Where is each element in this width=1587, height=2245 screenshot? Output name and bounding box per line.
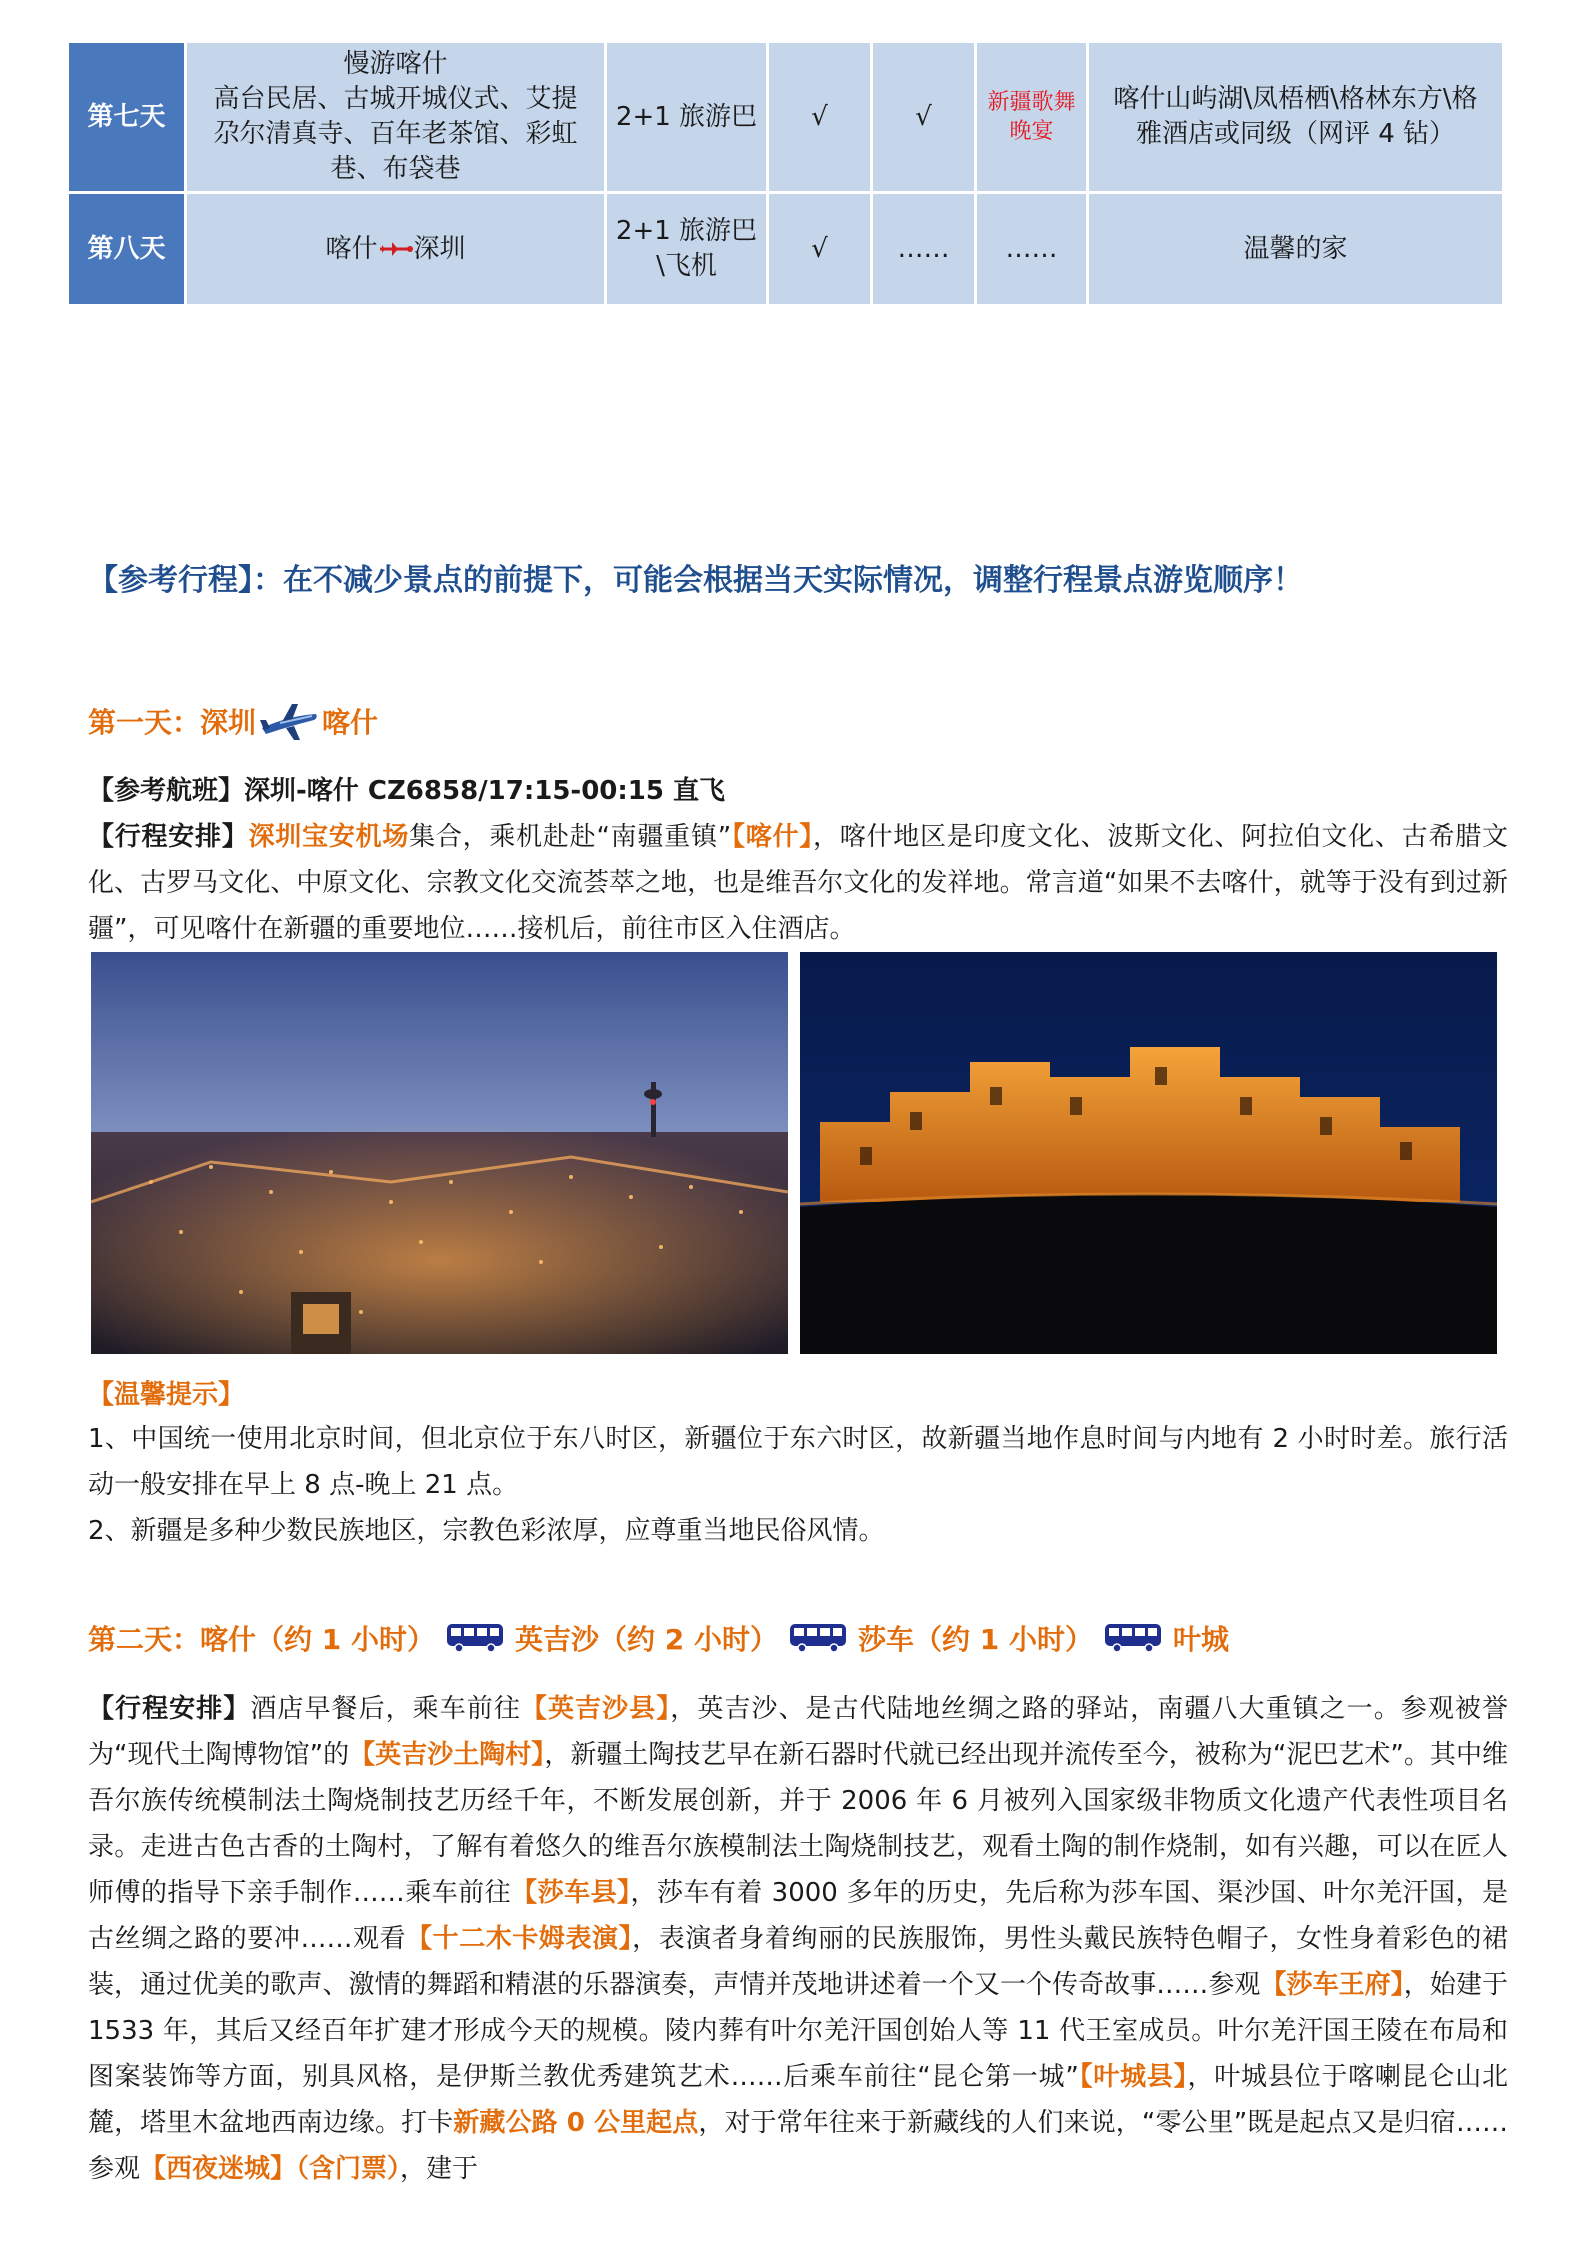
day2-plan <box>88 1686 1508 2192</box>
plan-text: ，新疆土陶技艺早在新石器时代就已经出现并流传至今，被称为“泥巴艺术”。其中维吾尔族传统模制法土陶烧制技艺历经千年，不断发展创新，并于 2006 年 6 月被列入国家级非物质文化遗产代表性项目名录。走进古色古香的土陶村，了解有着悠久的维吾尔族模制法土陶烧制技艺，观看土陶的制作烧制，如有兴趣，可以在匠人师傅的指导下亲手制作……乘车前往 <box>88 1740 1508 1908</box>
dinner-line: 新疆歌舞 <box>987 89 1076 115</box>
day2-title-seg: 叶城 <box>1172 1623 1229 1656</box>
tips-line-2: 2、新疆是多种少数民族地区，宗教色彩浓厚，应尊重当地民俗风情。 <box>88 1516 885 1546</box>
kashgar-city-dusk-photo <box>91 952 788 1354</box>
day1-plan <box>88 814 1508 952</box>
airplane-icon <box>258 698 320 744</box>
flight-text: 深圳-喀什 CZ6858/17:15-00:15 直飞 <box>244 776 726 806</box>
highlight-kashgar: 【喀什】 <box>731 822 813 852</box>
itinerary-table <box>66 40 1505 307</box>
route-cell <box>187 194 604 304</box>
highlight: 【莎车王府】 <box>1260 1970 1404 2000</box>
day1-title <box>88 698 378 744</box>
day1-title-from: 第一天：深圳 <box>88 706 257 739</box>
day-cell: 第八天 <box>69 194 184 304</box>
highlight: 【十二木卡姆表演】 <box>406 1924 633 1954</box>
route-from: 喀什 <box>325 233 378 264</box>
plan-label: 【行程安排】 <box>88 1694 251 1724</box>
plan-text: ，始建于 1533 年，其后又经百年扩建才形成今天的规模。陵内葬有叶尔羌汗国创始人等 11 代王室成员。叶尔羌汗国王陵在布局和图案装饰等方面，别具风格，是伊斯兰教优秀建筑艺术……后乘车前往“昆仑第一城” <box>88 1970 1508 2092</box>
hotel-cell: 温馨的家 <box>1089 194 1502 304</box>
transport-line: 2+1 旅游巴 <box>615 216 758 247</box>
plan-text: ，叶城县位于喀喇昆仑山北麓，塔里木盆地西南边缘。打卡 <box>88 2062 1508 2138</box>
day1-flight <box>88 768 1508 814</box>
highlight: 【英吉沙土陶村】 <box>349 1740 545 1770</box>
plan-text: ，英吉沙、是古代陆地丝绸之路的驿站，南疆八大重镇之一。参观被誉为“现代土陶博物馆”的 <box>88 1694 1508 1770</box>
day2-title-seg: 莎车（约 1 小时） <box>857 1623 1093 1656</box>
bus-icon <box>788 1622 848 1654</box>
highlight-airport: 深圳宝安机场 <box>248 822 410 852</box>
table-row-day7 <box>69 43 1502 191</box>
day2-title-seg: 第二天：喀什（约 1 小时） <box>88 1623 435 1656</box>
hotel-cell <box>1089 43 1502 191</box>
highlight: 【叶城县】 <box>1078 2062 1188 2092</box>
itinerary-notice: 【参考行程】：在不减少景点的前提下，可能会根据当天实际情况，调整行程景点游览顺序！ <box>88 563 1303 598</box>
day1-title-to: 喀什 <box>322 706 379 739</box>
plan-text: ，莎车有着 3000 多年的历史，先后称为莎车国、渠沙国、叶尔羌汗国，是古丝绸之路的要冲……观看 <box>88 1878 1508 1954</box>
highlight: 【莎车县】 <box>511 1878 631 1908</box>
hotel-line: 雅酒店或同级（网评 4 钻） <box>1135 119 1456 150</box>
bus-icon <box>1103 1622 1163 1654</box>
plan-label: 【行程安排】 <box>88 822 249 852</box>
lunch-cell: …… <box>873 194 974 304</box>
breakfast-cell: √ <box>769 43 870 191</box>
route-to: 深圳 <box>413 233 466 264</box>
plane-icon <box>378 240 414 258</box>
breakfast-cell: √ <box>769 194 870 304</box>
route-line: 高台民居、古城开城仪式、艾提 <box>213 84 578 115</box>
plan-text: ，对于常年往来于新藏线的人们来说，“零公里”既是起点又是归宿……参观 <box>88 2108 1508 2184</box>
flight-label: 【参考航班】 <box>88 776 245 806</box>
day2-title-seg: 英吉沙（约 2 小时） <box>514 1623 778 1656</box>
hotel-line: 喀什山屿湖\凤梧栖\格林东方\格 <box>1113 84 1478 115</box>
table-row-day8 <box>69 194 1502 304</box>
day2-title <box>88 1618 1229 1658</box>
transport-cell <box>607 194 766 304</box>
tips-line-1: 1、中国统一使用北京时间，但北京位于东八时区，新疆位于东六时区，故新疆当地作息时间与内地有 2 小时时差。旅行活动一般安排在早上 8 点-晚上 21 点。 <box>88 1424 1508 1500</box>
route-line: 巷、布袋巷 <box>330 154 461 185</box>
tips-title: 【温馨提示】 <box>88 1380 245 1410</box>
route-line: 慢游喀什 <box>343 49 448 79</box>
dinner-line: 晚宴 <box>1009 119 1054 145</box>
plan-text: 酒店早餐后，乘车前往 <box>250 1694 521 1724</box>
transport-line: \飞机 <box>656 251 717 282</box>
highlight: 新藏公路 0 公里起点 <box>453 2108 699 2138</box>
transport-cell: 2+1 旅游巴 <box>607 43 766 191</box>
dinner-cell: …… <box>977 194 1086 304</box>
lunch-cell: √ <box>873 43 974 191</box>
plan-text: 集合，乘机赴赴“南疆重镇” <box>409 822 732 852</box>
plan-text: ，喀什地区是印度文化、波斯文化、阿拉伯文化、古希腊文化、古罗马文化、中原文化、宗教文化交流荟萃之地，也是维吾尔文化的发祥地。常言道“如果不去喀什，就等于没有到过新疆”，可见喀什在新疆的重要地位……接机后，前往市区入住酒店。 <box>88 822 1508 944</box>
plan-text: ，建于 <box>400 2154 479 2184</box>
route-line: 尕尔清真寺、百年老茶馆、彩虹 <box>213 119 578 150</box>
plan-text: ，表演者身着绚丽的民族服饰，男性头戴民族特色帽子，女性身着彩色的裙装，通过优美的歌声、激情的舞蹈和精湛的乐器演奏，声情并茂地讲述着一个又一个传奇故事……参观 <box>88 1924 1508 2000</box>
old-town-night-photo <box>800 952 1497 1354</box>
highlight: 【英吉沙县】 <box>520 1694 671 1724</box>
highlight: 【西夜迷城】（含门票） <box>140 2154 401 2184</box>
dinner-cell <box>977 43 1086 191</box>
route-cell <box>187 43 604 191</box>
bus-icon <box>445 1622 505 1654</box>
day-cell: 第七天 <box>69 43 184 191</box>
